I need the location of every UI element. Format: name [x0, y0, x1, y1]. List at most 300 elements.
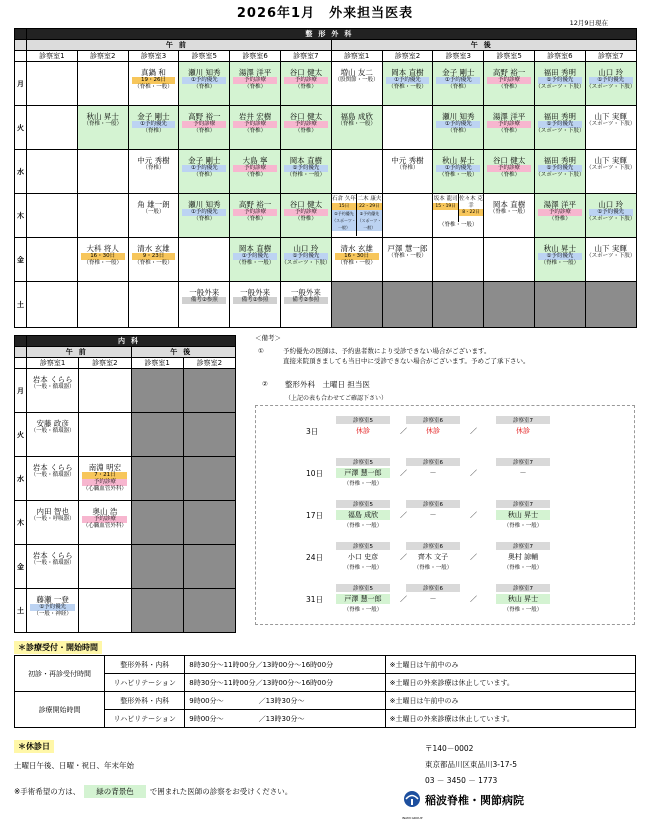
schedule-cell: [27, 369, 79, 413]
reception-dept: 整形外科・内科: [105, 692, 185, 710]
specialty-label: （脊椎・一般）: [439, 172, 478, 178]
schedule-tag: ①予約優先: [182, 209, 226, 216]
doctor-name: 湯澤 洋平: [492, 112, 526, 121]
surgery-note-pre: ※手術希望の方は、: [14, 787, 81, 796]
schedule-tag: ①予約優先: [132, 121, 176, 128]
sat-room-header: 診察室6: [406, 458, 460, 466]
doctor-name: 谷口 健太: [289, 112, 323, 121]
ortho-dept-header: 整形外科: [27, 29, 637, 40]
internal-am-header: 午前: [27, 347, 131, 358]
schedule-cell: [585, 150, 636, 194]
doctor-name: 中元 秀樹: [137, 156, 170, 165]
schedule-cell: [27, 457, 79, 501]
saturday-schedule: [255, 405, 635, 625]
schedule-cell: [280, 62, 331, 106]
doctor-name: 南淵 明宏: [88, 463, 122, 472]
doctor-name: 山口 玲: [293, 244, 319, 253]
specialty-label: （スポーツ・下肢）: [281, 260, 331, 266]
split-cell: [433, 194, 484, 238]
schedule-cell: [27, 501, 79, 545]
doctor-name: 湯澤 洋平: [543, 200, 577, 209]
schedule-tag: 予約診療: [233, 77, 277, 84]
schedule-tag: 7・21日: [82, 472, 127, 479]
specialty-label: （脊椎）: [294, 84, 317, 90]
schedule-cell: [230, 150, 281, 194]
specialty-label: （脊椎・一般）: [540, 260, 580, 266]
room-header: 診察室7: [280, 51, 331, 62]
specialty-label: （脊椎）: [244, 128, 267, 134]
specialty-label: （脊椎・一般）: [439, 222, 478, 228]
specialty-label: （脊椎・一般）: [134, 260, 173, 266]
holiday-text: 土曜日午後、日曜・祝日、年末年始: [14, 761, 134, 770]
sat-doctor: 福島 成欣: [336, 510, 390, 520]
schedule-cell: [27, 413, 79, 457]
doctor-name: 福田 秀明: [543, 68, 577, 77]
room-header: 診察室7: [585, 51, 636, 62]
note1-mark: ①: [258, 347, 264, 355]
schedule-tag: ①予約優先: [538, 77, 582, 84]
schedule-cell: [77, 150, 128, 194]
separator: ／: [400, 553, 407, 561]
room-header: 診察室2: [183, 358, 235, 369]
sat-room-header: 診察室7: [496, 500, 550, 508]
sat-doctor: 戸澤 慧一郎: [336, 468, 390, 478]
sat-room-header: 診察室5: [336, 500, 390, 508]
closed-cell: [183, 589, 235, 633]
ortho-row-tue: [15, 106, 637, 150]
sat-room-header: 診察室5: [336, 542, 390, 550]
specialty-label: （脊椎・一般）: [235, 260, 275, 266]
specialty-label: （脊椎）: [498, 84, 521, 90]
corner: [15, 51, 27, 62]
surgery-note: [14, 785, 292, 798]
specialty-label: （一般）: [142, 209, 165, 215]
doctor-name: 山口 玲: [598, 200, 624, 209]
reception-row: [15, 692, 636, 710]
schedule-cell: [382, 238, 433, 282]
doctor-name: 二木 康夫: [357, 196, 382, 202]
schedule-tag: 予約診療: [82, 516, 127, 523]
schedule-tag: ①予約優先: [436, 165, 480, 172]
schedule-tag: 22・29日: [359, 203, 380, 209]
schedule-tag: 9・23日: [132, 253, 176, 260]
schedule-cell: [79, 545, 131, 589]
doctor-name: 瀬川 知秀: [188, 68, 221, 77]
doctor-name: 谷口 健太: [492, 156, 526, 165]
schedule-cell: [79, 589, 131, 633]
schedule-cell: [382, 150, 433, 194]
schedule-cell: [280, 106, 331, 150]
schedule-cell: [27, 589, 79, 633]
schedule-cell: [484, 150, 535, 194]
day-label: 月: [15, 62, 27, 106]
schedule-cell: [27, 150, 78, 194]
schedule-cell: [433, 62, 484, 106]
specialty-label: （スポーツ・下肢）: [586, 253, 636, 259]
internal-pm-header: 午後: [131, 347, 235, 358]
doctor-name: 山口 玲: [598, 68, 624, 77]
schedule-cell: [534, 106, 585, 150]
page-title: 2026年1月 外来担当医表: [236, 6, 414, 21]
specialty-label: （スポーツ・下肢）: [535, 84, 585, 90]
schedule-cell: [179, 194, 230, 238]
schedule-tag: 8・22日: [459, 209, 483, 216]
sat-room-header: 診察室7: [496, 584, 550, 592]
doctor-name: 山下 実輝: [594, 112, 627, 121]
internal-row: [15, 413, 236, 457]
schedule-cell: [79, 369, 131, 413]
doctor-name: 金子 剛士: [188, 156, 221, 165]
schedule-cell: [534, 62, 585, 106]
specialty-label: （脊椎・一般）: [83, 260, 122, 266]
schedule-cell: [230, 62, 281, 106]
schedule-cell: [534, 150, 585, 194]
doctor-name: 安藤 政彦: [36, 419, 69, 428]
specialty-label: （脊椎）: [294, 216, 317, 222]
doctor-name: 高野 裕一: [188, 112, 221, 121]
specialty-label: （脊椎）: [244, 216, 267, 222]
schedule-tag: 15・19日: [435, 203, 456, 209]
day-label: 金: [15, 238, 27, 282]
schedule-cell: [230, 238, 281, 282]
sat-room-header: 診察室5: [336, 458, 390, 466]
closed-cell: [534, 282, 585, 328]
sat-specialty: （脊椎・一般）: [503, 565, 543, 571]
schedule-tag: 備考②参照: [182, 297, 226, 304]
reception-note: ※土曜日は午前中のみ: [385, 656, 635, 674]
doctor-name: 一般外来: [189, 288, 220, 297]
schedule-cell: [27, 194, 78, 238]
sat-doctor: －: [429, 511, 437, 519]
schedule-cell: [433, 238, 484, 282]
doctor-name: 岩本 くらら: [32, 551, 73, 560]
specialty-label: （スポーツ・下肢）: [535, 128, 585, 134]
ortho-schedule-table: [14, 28, 637, 328]
schedule-cell: [27, 238, 78, 282]
room-header: 診察室5: [484, 51, 535, 62]
schedule-cell: [79, 501, 131, 545]
specialty-label: （脊椎）: [498, 172, 521, 178]
doctor-name: 岡本 直樹: [289, 156, 323, 165]
sat-room-header: 診察室6: [406, 542, 460, 550]
schedule-cell: [77, 106, 128, 150]
sat-doctor: 休診: [356, 427, 370, 435]
closed-cell: [183, 545, 235, 589]
schedule-tag: 16・30日: [335, 253, 379, 260]
schedule-cell: [585, 194, 636, 238]
schedule-cell: [331, 150, 382, 194]
specialty-label: （脊椎）: [447, 128, 470, 134]
internal-row: [15, 589, 236, 633]
schedule-tag: ①予約優先: [386, 77, 430, 84]
schedule-cell: [585, 62, 636, 106]
doctor-name: 高野 裕一: [238, 200, 272, 209]
reception-row: [15, 656, 636, 674]
schedule-cell: [331, 62, 382, 106]
sat-doctor: 秋山 昇士: [496, 510, 550, 520]
room-header: 診察室2: [79, 358, 131, 369]
day-label: 火: [15, 413, 27, 457]
reception-time: 8時30分～11時00分／13時00分～16時00分: [185, 674, 385, 692]
specialty-label: （脊椎）: [548, 216, 571, 222]
doctor-name: 秋山 昇士: [86, 112, 119, 121]
schedule-cell: [128, 282, 179, 328]
specialty-label: （脊椎）: [193, 84, 216, 90]
ortho-row-sat: [15, 282, 637, 328]
room-header: 診察室2: [382, 51, 433, 62]
room-header: 診察室3: [128, 51, 179, 62]
doctor-name: 山下 実輝: [594, 156, 627, 165]
sat-doctor: 休診: [516, 427, 530, 435]
room-header: 診察室1: [27, 358, 79, 369]
schedule-cell: [534, 194, 585, 238]
closed-cell: [131, 545, 183, 589]
corner: [15, 358, 27, 369]
reception-note: ※土曜日の外来診療は休止しています。: [385, 710, 635, 728]
schedule-tag: 予約診療: [487, 77, 531, 84]
schedule-tag: 16・30日: [81, 253, 125, 260]
specialty-label: （脊椎）: [294, 128, 317, 134]
sat-room-header: 診察室6: [406, 416, 460, 424]
specialty-label: （心臓血管外科）: [82, 486, 127, 492]
schedule-cell: [484, 62, 535, 106]
schedule-tag: ①予約優先: [284, 165, 328, 172]
specialty-label: （脊椎）: [142, 165, 165, 171]
schedule-tag: ①予約優先: [589, 209, 633, 216]
schedule-tag: ①予約優先: [538, 165, 582, 172]
separator: ／: [470, 427, 477, 435]
schedule-cell: [382, 194, 433, 238]
holiday-heading: ＊休診日: [14, 740, 54, 753]
doctor-name: 大島 寧: [242, 156, 268, 165]
schedule-cell: [77, 62, 128, 106]
doctor-name: 岡本 直樹: [238, 244, 272, 253]
note1-line1: 予約優先の医師は、予約患者数により受診できない場合がございます。: [283, 347, 491, 355]
schedule-tag: 予約診療: [82, 479, 127, 486]
closed-cell: [131, 413, 183, 457]
room-header: 診察室6: [230, 51, 281, 62]
schedule-tag: 15日: [332, 203, 356, 210]
day-label: 水: [15, 457, 27, 501]
ortho-row-fri: [15, 238, 637, 282]
specialty-label: （スポーツ・下肢）: [586, 121, 636, 127]
schedule-cell: [280, 194, 331, 238]
room-header: 診察室1: [331, 51, 382, 62]
doctor-name: 藤瀬 一登: [36, 595, 69, 604]
schedule-cell: [179, 150, 230, 194]
reception-note: ※土曜日は午前中のみ: [385, 692, 635, 710]
schedule-cell: [128, 194, 179, 238]
separator: ／: [470, 511, 477, 519]
reception-note: ※土曜日の外来診療は休止しています。: [385, 674, 635, 692]
doctor-name: 高野 裕一: [492, 68, 526, 77]
specialty-label: （脊椎）: [447, 84, 470, 90]
specialty-label: （スポーツ・下肢）: [586, 216, 636, 222]
specialty-label: ①予約優先（スポーツ・一般）: [357, 210, 382, 230]
schedule-tag: 予約診療: [538, 209, 582, 216]
schedule-cell: [230, 282, 281, 328]
doctor-name: 石倉 久年: [332, 196, 356, 202]
sat-date: 10日: [306, 469, 324, 478]
specialty-label: ①予約優先（スポーツ・一般）: [332, 210, 356, 230]
sat-date: 3日: [306, 427, 319, 436]
closed-cell: [131, 589, 183, 633]
doctor-name: 山下 実輝: [594, 244, 627, 253]
sat-date: 17日: [306, 511, 324, 520]
internal-row: [15, 369, 236, 413]
schedule-tag: 予約診療: [284, 77, 328, 84]
sat-doctor: 休診: [426, 427, 440, 435]
day-label: 火: [15, 106, 27, 150]
doctor-name: 岡本 直樹: [492, 200, 526, 209]
surgery-note-post: で囲まれた医師の診察をお受けください。: [149, 787, 293, 796]
day-label: 木: [15, 501, 27, 545]
separator: ／: [400, 511, 407, 519]
note2-title: 整形外科 土曜日 担当医: [285, 380, 370, 389]
specialty-label: （脊椎）: [193, 172, 216, 178]
notes-heading: ＜備考＞: [255, 334, 281, 342]
schedule-cell: [534, 238, 585, 282]
specialty-label: （脊椎・一般）: [388, 253, 427, 259]
schedule-cell: [484, 194, 535, 238]
specialty-label: （脊椎）: [193, 216, 216, 222]
schedule-cell: [128, 238, 179, 282]
doctor-name: 谷口 健太: [289, 200, 323, 209]
sat-date: 24日: [306, 553, 324, 562]
specialty-label: （一般・循環器）: [30, 472, 75, 478]
doctor-name: 谷口 健太: [289, 68, 323, 77]
schedule-tag: 予約診療: [182, 121, 226, 128]
schedule-cell: [382, 62, 433, 106]
schedule-cell: [484, 238, 535, 282]
specialty-label: （一般・循環器）: [30, 384, 75, 390]
schedule-tag: 予約診療: [233, 209, 277, 216]
specialty-label: （脊椎）: [244, 172, 267, 178]
schedule-cell: [128, 106, 179, 150]
doctor-name: 清水 玄雄: [137, 244, 170, 253]
specialty-label: （脊椎・一般）: [337, 260, 376, 266]
doctor-name: 一般外来: [240, 288, 271, 297]
reception-dept: 整形外科・内科: [105, 656, 185, 674]
specialty-label: （脊椎・一般）: [489, 209, 529, 215]
schedule-cell: [331, 106, 382, 150]
schedule-cell: [331, 238, 382, 282]
specialty-label: （脊椎・一般）: [134, 84, 173, 90]
sat-specialty: （脊椎・一般）: [413, 565, 453, 571]
doctor-name: 増山 友二: [340, 68, 373, 77]
room-header: 診察室3: [433, 51, 484, 62]
room-header: 診察室1: [131, 358, 183, 369]
internal-row: [15, 545, 236, 589]
schedule-tag: ①予約優先: [284, 253, 328, 260]
separator: ／: [470, 595, 477, 603]
schedule-tag: 19・26日: [132, 77, 176, 84]
internal-row: [15, 501, 236, 545]
sat-doctor: 秋山 昇士: [496, 594, 550, 604]
schedule-cell: [77, 194, 128, 238]
schedule-tag: ①予約優先: [538, 121, 582, 128]
specialty-label: （スポーツ・下肢）: [586, 165, 636, 171]
doctor-name: 湯澤 洋平: [238, 68, 272, 77]
doctor-name: 大科 将人: [86, 244, 119, 253]
schedule-cell: [433, 106, 484, 150]
schedule-cell: [27, 545, 79, 589]
schedule-tag: 予約診療: [487, 121, 531, 128]
specialty-label: （一般・循環器）: [30, 428, 75, 434]
closed-cell: [183, 457, 235, 501]
hospital-tel: 03 － 3450 － 1773: [425, 776, 498, 785]
closed-cell: [183, 369, 235, 413]
doctor-name: 福島 成欣: [340, 112, 373, 121]
split-doctor: [357, 194, 381, 236]
schedule-tag: ①予約優先: [538, 253, 582, 260]
schedule-tag: 予約診療: [284, 121, 328, 128]
sat-doctor: －: [429, 595, 437, 603]
schedule-cell: [280, 282, 331, 328]
schedule-cell: [128, 62, 179, 106]
room-header: 診察室6: [534, 51, 585, 62]
specialty-label: （脊椎）: [244, 84, 267, 90]
reception-heading: ＊診療受付・開始時間: [14, 641, 102, 654]
doctor-name: 一般外来: [290, 288, 321, 297]
closed-cell: [131, 457, 183, 501]
schedule-tag: ①予約優先: [436, 121, 480, 128]
doctor-name: 中元 秀樹: [391, 156, 424, 165]
specialty-label: （股関節・一般）: [334, 77, 379, 83]
sat-specialty: （脊椎・一般）: [343, 481, 383, 487]
sat-specialty: （脊椎・一般）: [343, 565, 383, 571]
specialty-label: （脊椎・一般）: [286, 172, 326, 178]
specialty-label: （脊椎・一般）: [337, 121, 376, 127]
schedule-cell: [230, 194, 281, 238]
schedule-tag: ①予約優先: [589, 77, 633, 84]
reception-row: [15, 674, 636, 692]
schedule-cell: [280, 238, 331, 282]
doctor-name: 秋山 昇士: [543, 244, 577, 253]
hospital-address: 東京都品川区東品川3-17-5: [425, 760, 517, 769]
schedule-cell: [77, 238, 128, 282]
closed-cell: [131, 369, 183, 413]
note1-line2: 直接来院頂きましても当日中に受診できない場合がございます。予めご了承下さい。: [283, 357, 530, 365]
schedule-cell: [128, 150, 179, 194]
split-doctor: [459, 194, 483, 222]
internal-row: [15, 457, 236, 501]
doctor-name: 福田 秀明: [543, 112, 577, 121]
schedule-tag: ①予約優先: [182, 165, 226, 172]
doctor-name: 坂本 龍司: [433, 196, 458, 202]
sat-specialty: （脊椎・一般）: [503, 523, 543, 529]
internal-dept-header: 内科: [27, 336, 236, 347]
sat-doctor: －: [519, 469, 527, 477]
specialty-label: （スポーツ・下肢）: [586, 84, 636, 90]
ortho-am-header: 午前: [27, 40, 332, 51]
doctor-name: 清水 玄雄: [340, 244, 373, 253]
schedule-cell: [27, 282, 78, 328]
specialty-label: （脊椎・一般）: [83, 121, 122, 127]
sat-specialty: （脊椎・一般）: [503, 607, 543, 613]
closed-cell: [433, 282, 484, 328]
sat-room-header: 診察室7: [496, 416, 550, 424]
sat-room-header: 診察室7: [496, 542, 550, 550]
separator: ／: [470, 553, 477, 561]
schedule-cell: [179, 106, 230, 150]
doctor-name: 金子 剛士: [137, 112, 170, 121]
schedule-cell: [79, 413, 131, 457]
note2-sub: （上記の表も合わせてご確認下さい）: [285, 395, 388, 402]
sat-doctor: －: [429, 469, 437, 477]
day-label: 金: [15, 545, 27, 589]
surgery-note-color: 緑の背景色: [84, 785, 146, 798]
